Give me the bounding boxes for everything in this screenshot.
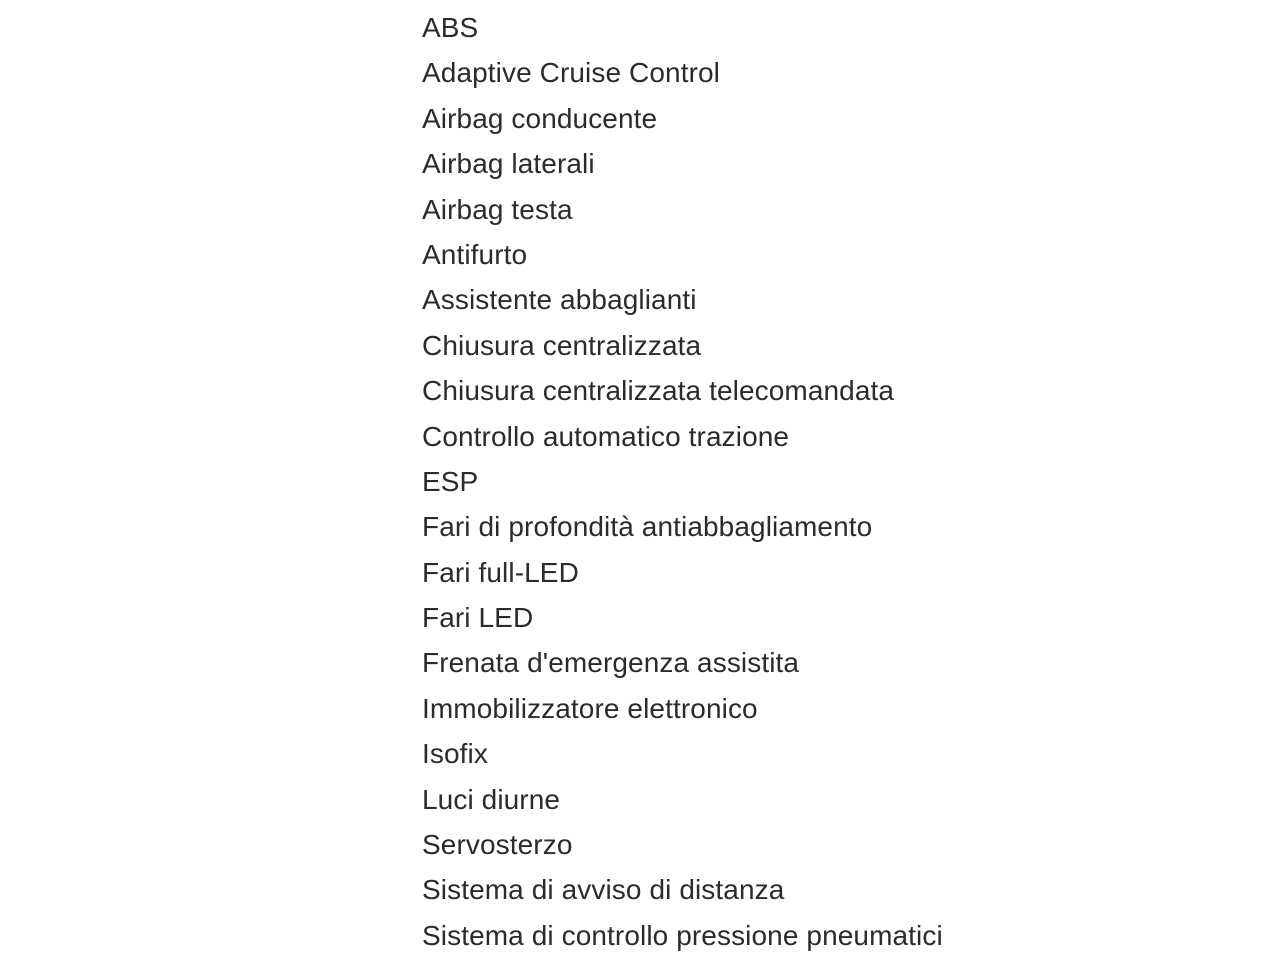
feature-item: Airbag laterali: [422, 148, 595, 180]
feature-item: Adaptive Cruise Control: [422, 57, 720, 89]
feature-item: Fari di profondità antiabbagliamento: [422, 511, 873, 543]
feature-item: Servosterzo: [422, 829, 573, 861]
feature-item: ESP: [422, 465, 479, 497]
feature-item: Sistema di avviso di distanza: [422, 874, 785, 906]
feature-item: Fari full-LED: [422, 556, 579, 588]
feature-item: Airbag conducente: [422, 102, 658, 134]
feature-item: Assistente abbaglianti: [422, 284, 697, 316]
feature-item: Controllo automatico trazione: [422, 420, 790, 452]
feature-item: Chiusura centralizzata telecomandata: [422, 375, 895, 407]
feature-item: Fari LED: [422, 602, 534, 634]
feature-item: ABS: [422, 12, 479, 43]
feature-item: Chiusura centralizzata: [422, 329, 702, 361]
feature-item: Sistema di controllo pressione pneumatici: [422, 919, 943, 951]
feature-item: Airbag testa: [422, 193, 573, 225]
feature-item: Frenata d'emergenza assistita: [422, 647, 800, 679]
features-list: [422, 5, 943, 958]
feature-item: Isofix: [422, 738, 488, 770]
feature-item: Antifurto: [422, 238, 528, 270]
feature-item: Luci diurne: [422, 783, 561, 815]
feature-item: Immobilizzatore elettronico: [422, 692, 758, 724]
